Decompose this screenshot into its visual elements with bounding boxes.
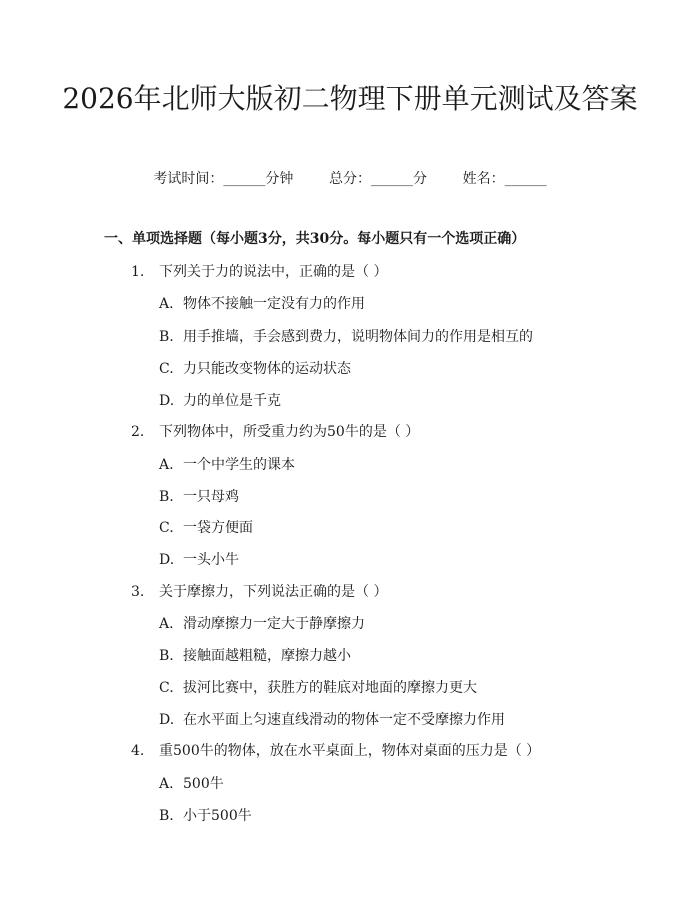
q1-option-b bbox=[159, 326, 533, 346]
q2-option-c bbox=[159, 517, 253, 537]
option-text: 物体不接触一定没有力的作用 bbox=[183, 296, 365, 312]
option-label: B. bbox=[159, 329, 174, 345]
option-text: 力的单位是千克 bbox=[183, 393, 281, 409]
option-label: D. bbox=[159, 712, 175, 728]
q2-option-a bbox=[159, 454, 295, 474]
question-number: 4. bbox=[131, 743, 145, 759]
option-text: 一袋方便面 bbox=[183, 520, 253, 536]
time-label: 考试时间： bbox=[153, 171, 224, 187]
option-label: B. bbox=[159, 489, 174, 505]
name-label: 姓名： bbox=[462, 171, 505, 187]
option-text: 500牛 bbox=[183, 776, 224, 792]
q1-option-a bbox=[159, 293, 365, 313]
option-label: B. bbox=[159, 648, 174, 664]
option-label: A. bbox=[159, 616, 174, 632]
question-text: 下列物体中，所受重力约为50牛的是（ ） bbox=[159, 424, 420, 440]
question-text: 下列关于力的说法中，正确的是（ ） bbox=[159, 264, 388, 280]
score-label: 总分： bbox=[329, 171, 371, 187]
q2-option-d bbox=[159, 549, 239, 569]
question-number: 2. bbox=[131, 424, 145, 440]
option-label: D. bbox=[159, 552, 175, 568]
question-3 bbox=[131, 581, 387, 601]
q4-option-a bbox=[159, 773, 224, 793]
question-number: 3. bbox=[131, 584, 145, 600]
question-2 bbox=[131, 421, 419, 441]
option-text: 一只母鸡 bbox=[183, 489, 239, 505]
document-title: 2026年北师大版初二物理下册单元测试及答案 bbox=[62, 82, 638, 115]
option-text: 用手推墙，手会感到费力，说明物体间力的作用是相互的 bbox=[183, 329, 533, 345]
question-4 bbox=[131, 740, 540, 760]
option-text: 接触面越粗糙，摩擦力越小 bbox=[183, 648, 351, 664]
option-text: 力只能改变物体的运动状态 bbox=[183, 361, 351, 377]
q1-option-d bbox=[159, 390, 281, 410]
option-label: A. bbox=[159, 457, 174, 473]
q3-option-d bbox=[159, 709, 505, 729]
q3-option-c bbox=[159, 677, 477, 697]
q3-option-b bbox=[159, 645, 351, 665]
question-1 bbox=[131, 261, 387, 281]
option-label: A. bbox=[159, 776, 174, 792]
score-blank: ______ bbox=[371, 171, 413, 187]
time-blank: ______ bbox=[223, 171, 266, 187]
q3-option-a bbox=[159, 613, 365, 633]
option-text: 小于500牛 bbox=[183, 808, 252, 824]
option-label: C. bbox=[159, 680, 174, 696]
option-label: B. bbox=[159, 808, 174, 824]
option-text: 拔河比赛中，获胜方的鞋底对地面的摩擦力更大 bbox=[183, 680, 477, 696]
question-text: 关于摩擦力，下列说法正确的是（ ） bbox=[159, 584, 388, 600]
time-unit: 分钟 bbox=[265, 171, 294, 187]
name-blank: ______ bbox=[504, 171, 547, 187]
q4-option-b bbox=[159, 805, 252, 825]
question-number: 1. bbox=[131, 264, 145, 280]
option-text: 一头小牛 bbox=[183, 552, 239, 568]
option-label: A. bbox=[159, 296, 174, 312]
section-heading: 一、单项选择题（每小题3分，共30分。每小题只有一个选项正确） bbox=[104, 231, 526, 247]
option-text: 在水平面上匀速直线滑动的物体一定不受摩擦力作用 bbox=[183, 712, 505, 728]
question-text: 重500牛的物体，放在水平桌面上，物体对桌面的压力是（ ） bbox=[159, 743, 541, 759]
q2-option-b bbox=[159, 486, 239, 506]
exam-meta-line bbox=[0, 168, 700, 188]
option-text: 一个中学生的课本 bbox=[183, 457, 295, 473]
option-label: C. bbox=[159, 361, 174, 377]
score-unit: 分 bbox=[413, 171, 427, 187]
option-text: 滑动摩擦力一定大于静摩擦力 bbox=[183, 616, 365, 632]
q1-option-c bbox=[159, 358, 351, 378]
option-label: D. bbox=[159, 393, 175, 409]
option-label: C. bbox=[159, 520, 174, 536]
